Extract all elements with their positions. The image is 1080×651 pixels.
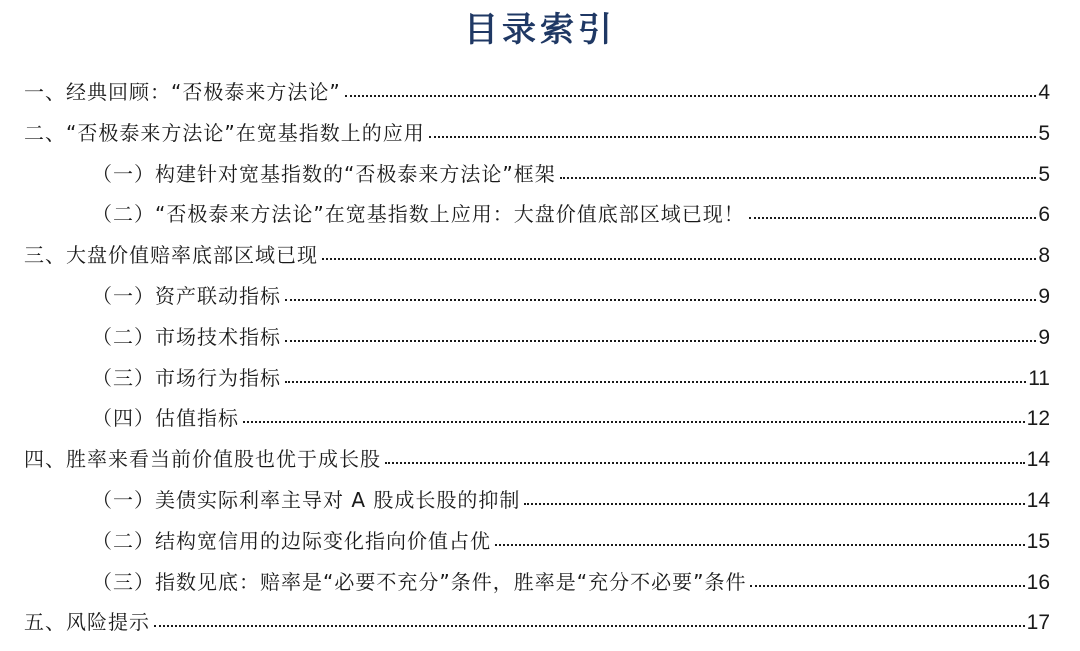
toc-entry-label: 二、“否极泰来方法论”在宽基指数上的应用 <box>24 120 425 145</box>
toc-entry-label: （四）估值指标 <box>92 406 239 431</box>
toc-entry-3-3[interactable] <box>0 358 1080 399</box>
table-of-contents <box>0 72 1080 643</box>
toc-page-number: 9 <box>1038 325 1050 349</box>
toc-entry-2-1[interactable] <box>0 154 1080 195</box>
toc-entry-label: （二）结构宽信用的边际变化指向价值占优 <box>92 528 491 553</box>
toc-dot-leader <box>154 625 1025 627</box>
toc-entry-label: （二）“否极泰来方法论”在宽基指数上应用：大盘价值底部区域已现！ <box>92 202 745 227</box>
toc-dot-leader <box>524 503 1024 505</box>
toc-page-number: 16 <box>1026 570 1050 594</box>
toc-page-number: 12 <box>1026 407 1050 431</box>
toc-dot-leader <box>560 177 1037 179</box>
toc-entry-3-2[interactable] <box>0 317 1080 358</box>
toc-entry-label: （三）市场行为指标 <box>92 365 281 390</box>
toc-dot-leader <box>750 585 1024 587</box>
toc-page-number: 5 <box>1038 121 1050 145</box>
toc-page-number: 8 <box>1038 244 1050 268</box>
toc-entry-label: （二）市场技术指标 <box>92 324 281 349</box>
toc-dot-leader <box>495 544 1025 546</box>
toc-entry-label: （一）构建针对宽基指数的“否极泰来方法论”框架 <box>92 161 556 186</box>
toc-dot-leader <box>322 258 1036 260</box>
toc-dot-leader <box>345 95 1037 97</box>
toc-page-number: 11 <box>1028 366 1050 390</box>
toc-entry-4-1[interactable] <box>0 480 1080 521</box>
toc-entry-3[interactable] <box>0 235 1080 276</box>
toc-page-number: 17 <box>1026 611 1050 635</box>
toc-entry-1[interactable] <box>0 72 1080 113</box>
toc-dot-leader <box>285 381 1026 383</box>
toc-entry-3-4[interactable] <box>0 398 1080 439</box>
toc-entry-2-2[interactable] <box>0 194 1080 235</box>
toc-dot-leader <box>385 462 1025 464</box>
toc-entry-4[interactable] <box>0 439 1080 480</box>
toc-page-number: 5 <box>1038 162 1050 186</box>
toc-dot-leader <box>285 299 1036 301</box>
toc-entry-5[interactable] <box>0 602 1080 643</box>
toc-entry-label: 五、风险提示 <box>24 610 150 635</box>
toc-entry-4-3[interactable] <box>0 562 1080 603</box>
toc-entry-label: （一）美债实际利率主导对 A 股成长股的抑制 <box>92 487 521 512</box>
toc-page-number: 4 <box>1038 81 1050 104</box>
toc-entry-label: （一）资产联动指标 <box>92 283 281 308</box>
toc-entry-label: 一、经典回顾：“否极泰来方法论” <box>24 80 341 104</box>
toc-dot-leader <box>285 340 1036 342</box>
toc-page-number: 6 <box>1038 203 1050 227</box>
toc-dot-leader <box>749 217 1037 219</box>
toc-page-number: 15 <box>1026 529 1050 553</box>
toc-dot-leader <box>243 421 1025 423</box>
toc-entry-3-1[interactable] <box>0 276 1080 317</box>
toc-entry-2[interactable] <box>0 113 1080 154</box>
toc-entry-label: 四、胜率来看当前价值股也优于成长股 <box>24 447 381 472</box>
toc-page-number: 14 <box>1026 488 1050 512</box>
toc-dot-leader <box>429 136 1037 138</box>
toc-entry-4-2[interactable] <box>0 521 1080 562</box>
page-title: 目录索引 <box>464 10 616 50</box>
toc-entry-label: （三）指数见底：赔率是“必要不充分”条件，胜率是“充分不必要”条件 <box>92 569 747 594</box>
toc-page-number: 9 <box>1038 284 1050 308</box>
toc-page-number: 14 <box>1026 448 1050 472</box>
toc-entry-label: 三、大盘价值赔率底部区域已现 <box>24 243 318 268</box>
